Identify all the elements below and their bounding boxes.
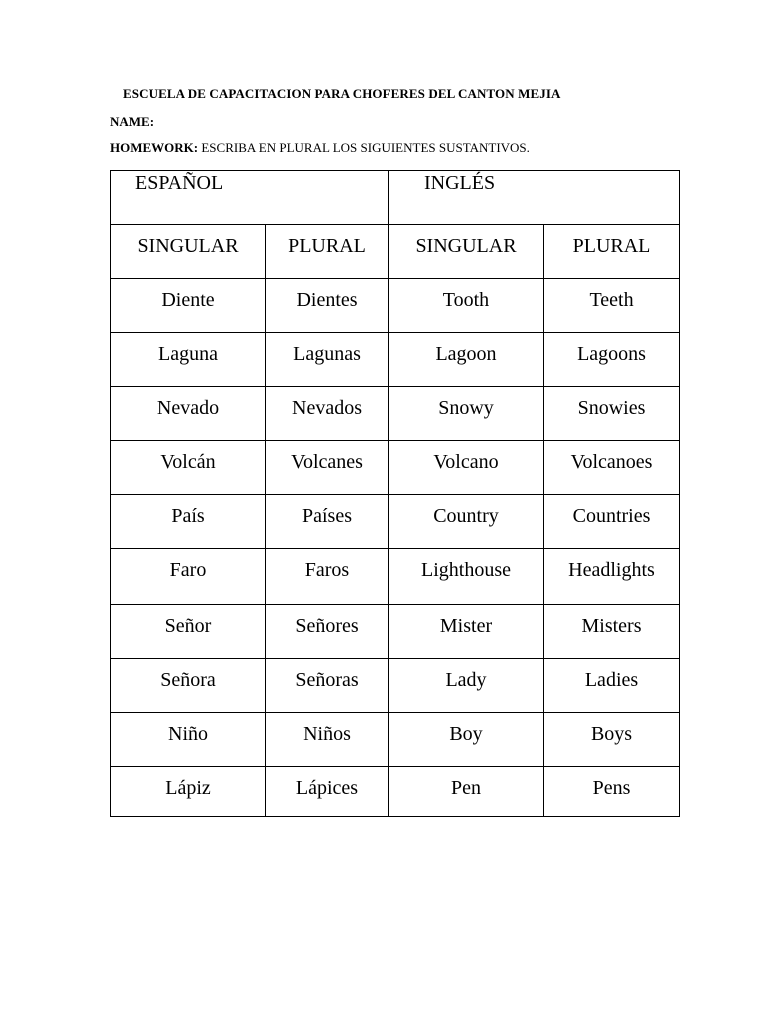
school-title: ESCUELA DE CAPACITACION PARA CHOFERES DEL CANTON MEJIA <box>123 86 561 101</box>
table-cell: Misters <box>544 605 680 659</box>
table-cell: Lagoons <box>544 333 680 387</box>
table-cell: Países <box>266 495 389 549</box>
column-header-row <box>111 225 680 279</box>
homework-instruction: ESCRIBA EN PLURAL LOS SIGUIENTES SUSTANTIVOS. <box>201 140 530 155</box>
table-cell: Niño <box>111 713 266 767</box>
table-cell: Country <box>389 495 544 549</box>
table-row <box>111 549 680 605</box>
table-cell: Lápices <box>266 767 389 817</box>
table-cell: Pen <box>389 767 544 817</box>
table-row <box>111 279 680 333</box>
table-cell: Lady <box>389 659 544 713</box>
table-row <box>111 713 680 767</box>
language-header-spanish: ESPAÑOL <box>111 171 389 225</box>
table-cell: Laguna <box>111 333 266 387</box>
table-cell: Headlights <box>544 549 680 605</box>
table-cell: Lagoon <box>389 333 544 387</box>
table-cell: Lagunas <box>266 333 389 387</box>
table-cell: Señora <box>111 659 266 713</box>
table-cell: Volcanes <box>266 441 389 495</box>
table-cell: Volcano <box>389 441 544 495</box>
table-row <box>111 333 680 387</box>
table-cell: Lápiz <box>111 767 266 817</box>
table-cell: Mister <box>389 605 544 659</box>
column-header-spanish-singular: SINGULAR <box>111 225 266 279</box>
column-header-spanish-plural: PLURAL <box>266 225 389 279</box>
table-cell: Lighthouse <box>389 549 544 605</box>
vocabulary-table <box>110 170 680 817</box>
table-cell: Teeth <box>544 279 680 333</box>
table-cell: Snowies <box>544 387 680 441</box>
table-cell: País <box>111 495 266 549</box>
homework-line <box>110 140 530 156</box>
table-cell: Boy <box>389 713 544 767</box>
table-row <box>111 495 680 549</box>
table-cell: Niños <box>266 713 389 767</box>
table-cell: Ladies <box>544 659 680 713</box>
table-row <box>111 767 680 817</box>
table-row <box>111 605 680 659</box>
language-header-row <box>111 171 680 225</box>
homework-label: HOMEWORK: <box>110 140 199 155</box>
table-row <box>111 659 680 713</box>
table-cell: Volcanoes <box>544 441 680 495</box>
table-cell: Nevados <box>266 387 389 441</box>
table-cell: Boys <box>544 713 680 767</box>
table-cell: Snowy <box>389 387 544 441</box>
table-cell: Faro <box>111 549 266 605</box>
table-row <box>111 441 680 495</box>
table-cell: Señores <box>266 605 389 659</box>
table-cell: Nevado <box>111 387 266 441</box>
table-cell: Volcán <box>111 441 266 495</box>
column-header-english-singular: SINGULAR <box>389 225 544 279</box>
table-cell: Diente <box>111 279 266 333</box>
table-cell: Señor <box>111 605 266 659</box>
table-row <box>111 387 680 441</box>
table-cell: Faros <box>266 549 389 605</box>
table-cell: Pens <box>544 767 680 817</box>
table-cell: Tooth <box>389 279 544 333</box>
table-cell: Countries <box>544 495 680 549</box>
language-header-english: INGLÉS <box>389 171 680 225</box>
table-cell: Señoras <box>266 659 389 713</box>
column-header-english-plural: PLURAL <box>544 225 680 279</box>
table-cell: Dientes <box>266 279 389 333</box>
name-label: NAME: <box>110 114 155 129</box>
